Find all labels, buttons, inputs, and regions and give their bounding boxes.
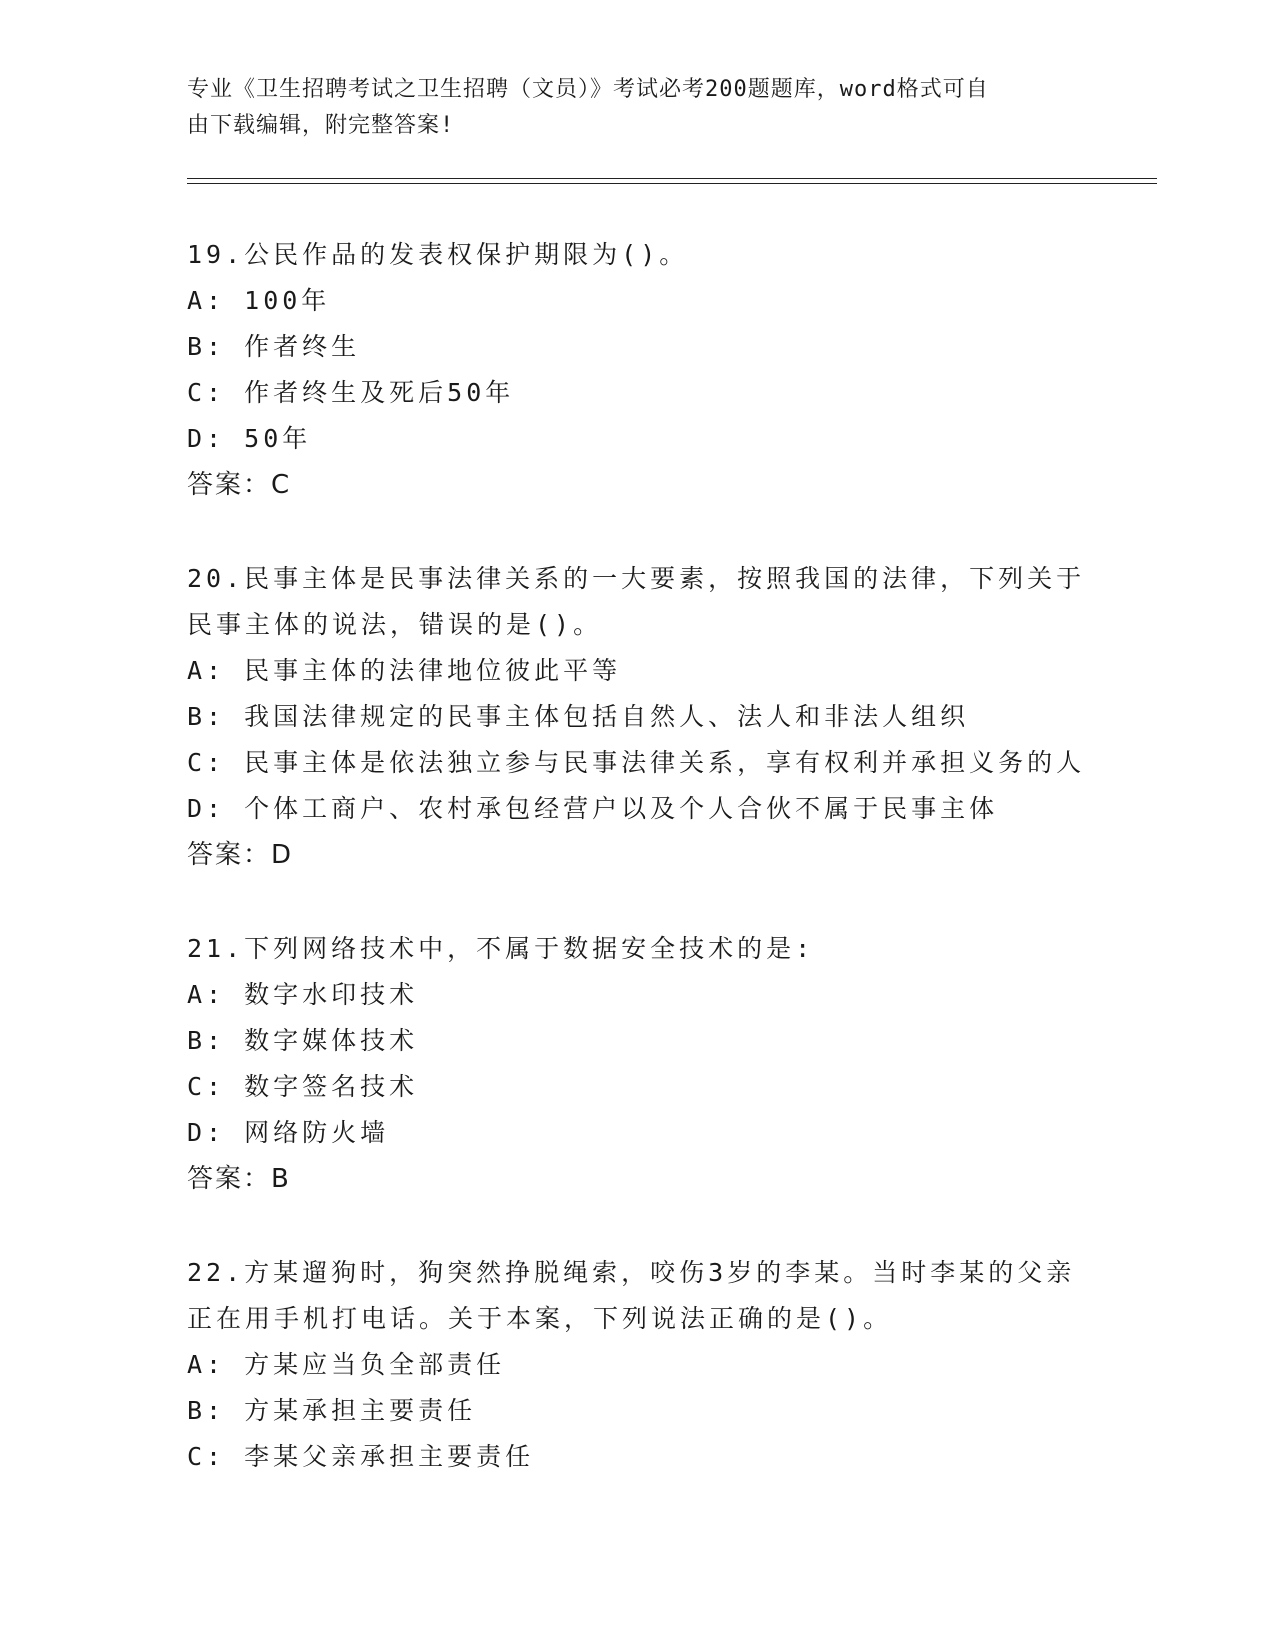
header-rule-top bbox=[187, 178, 1157, 179]
answer: 答案：D bbox=[187, 840, 294, 870]
option-a: A: 100年 bbox=[187, 286, 331, 315]
option-c: C: 李某父亲承担主要责任 bbox=[187, 1442, 535, 1471]
question-19 bbox=[187, 232, 1087, 508]
option-c: C: 数字签名技术 bbox=[187, 1072, 419, 1101]
option-b: B: 方某承担主要责任 bbox=[187, 1396, 477, 1425]
option-a: A: 数字水印技术 bbox=[187, 980, 419, 1009]
question-stem: 20.民事主体是民事法律关系的一大要素，按照我国的法律，下列关于 bbox=[187, 564, 1086, 593]
option-b: B: 作者终生 bbox=[187, 332, 361, 361]
option-d: D: 50年 bbox=[187, 424, 312, 453]
option-d: D: 网络防火墙 bbox=[187, 1118, 390, 1147]
question-stem: 21.下列网络技术中，不属于数据安全技术的是: bbox=[187, 934, 815, 963]
document-header bbox=[187, 72, 1067, 144]
question-stem-continued: 民事主体的说法，错误的是()。 bbox=[187, 610, 603, 639]
question-22 bbox=[187, 1250, 1087, 1480]
answer: 答案：B bbox=[187, 1164, 291, 1194]
question-list bbox=[187, 232, 1087, 1528]
header-rule-bottom bbox=[187, 183, 1157, 184]
option-b: B: 我国法律规定的民事主体包括自然人、法人和非法人组织 bbox=[187, 702, 970, 731]
question-stem: 22.方某遛狗时，狗突然挣脱绳索，咬伤3岁的李某。当时李某的父亲 bbox=[187, 1258, 1076, 1287]
question-20 bbox=[187, 556, 1087, 878]
question-stem: 19.公民作品的发表权保护期限为()。 bbox=[187, 240, 689, 269]
option-d: D: 个体工商户、农村承包经营户以及个人合伙不属于民事主体 bbox=[187, 794, 999, 823]
question-stem-continued: 正在用手机打电话。关于本案，下列说法正确的是()。 bbox=[187, 1304, 893, 1333]
header-line-1: 专业《卫生招聘考试之卫生招聘（文员）》考试必考200题题库，word格式可自 bbox=[187, 77, 989, 102]
option-a: A: 方某应当负全部责任 bbox=[187, 1350, 506, 1379]
option-c: C: 民事主体是依法独立参与民事法律关系，享有权利并承担义务的人 bbox=[187, 748, 1086, 777]
answer: 答案：C bbox=[187, 470, 292, 500]
option-a: A: 民事主体的法律地位彼此平等 bbox=[187, 656, 622, 685]
header-line-2: 由下载编辑，附完整答案! bbox=[187, 113, 455, 138]
option-b: B: 数字媒体技术 bbox=[187, 1026, 419, 1055]
question-21 bbox=[187, 926, 1087, 1202]
option-c: C: 作者终生及死后50年 bbox=[187, 378, 515, 407]
